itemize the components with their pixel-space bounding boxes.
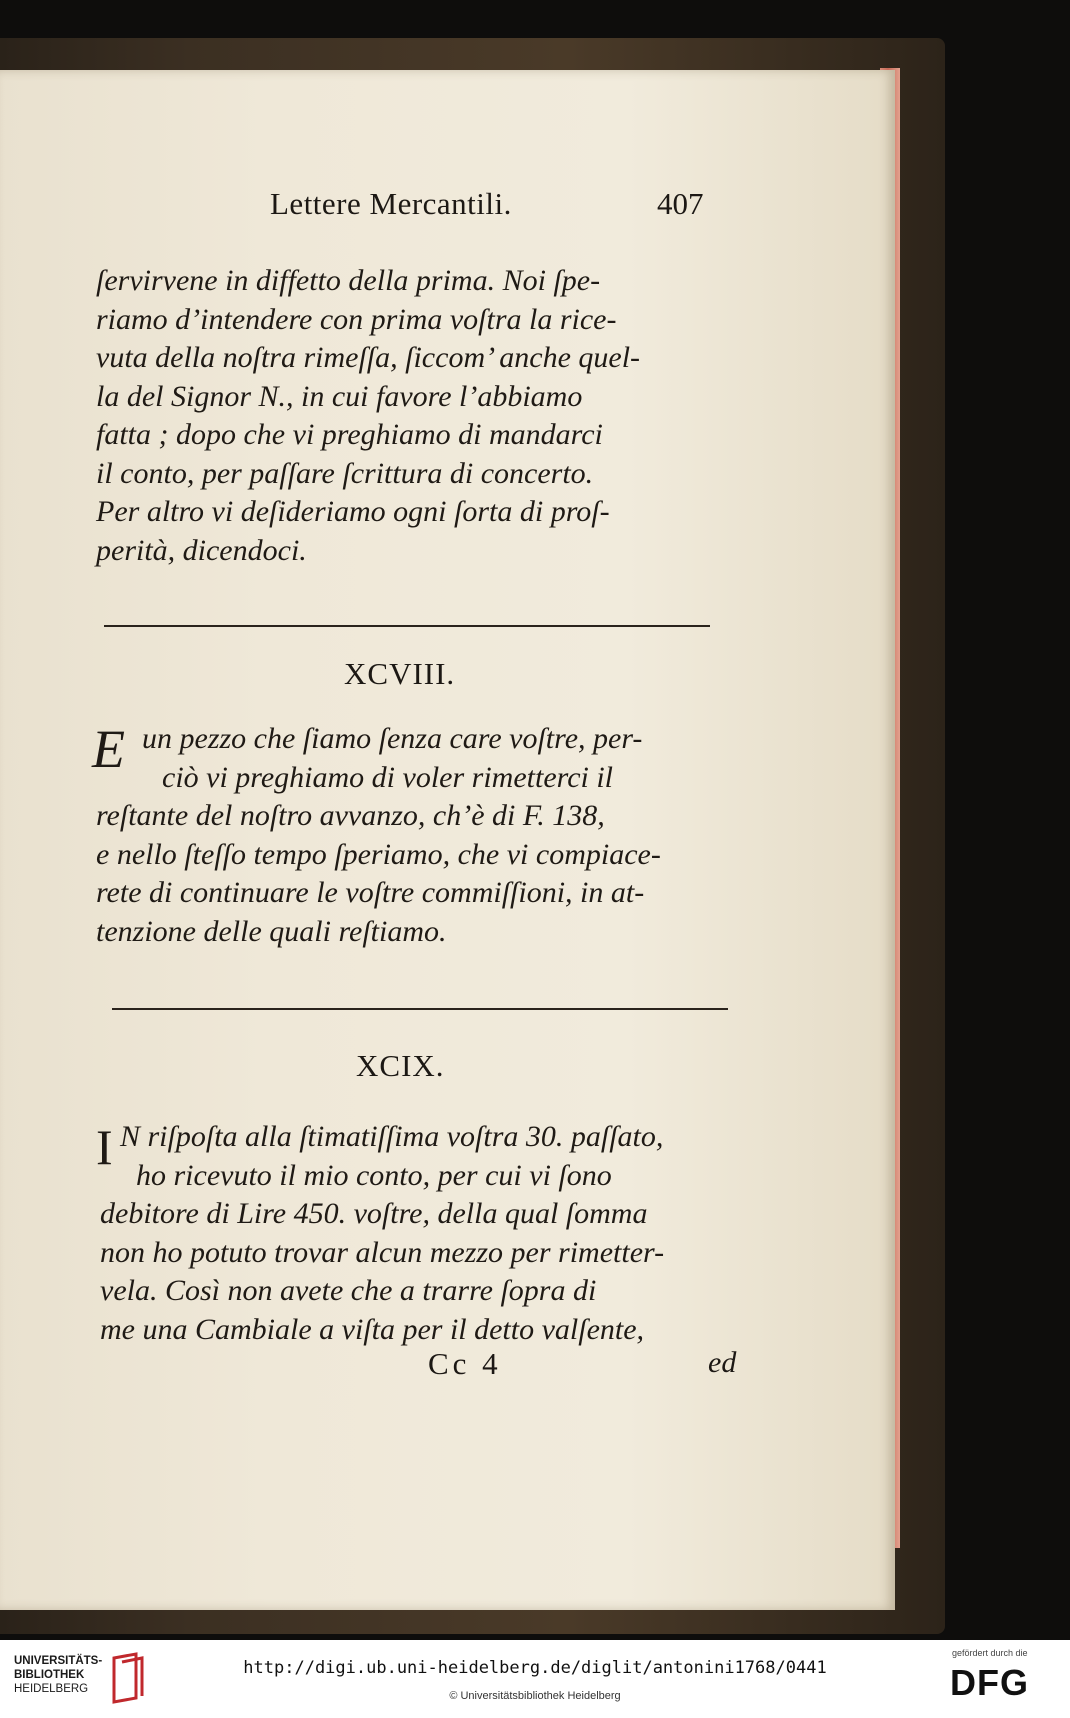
library-line: UNIVERSITÄTS- <box>14 1655 103 1667</box>
page-header <box>0 186 895 226</box>
text-line: vuta della noſtra rimeſſa, ſiccom’ anche quel- <box>96 341 641 374</box>
text-line: un pezzo che ſiamo ſenza care voſtre, per- <box>142 722 643 755</box>
footer-bar <box>0 1640 1070 1718</box>
section-divider <box>112 1008 728 1010</box>
section-title-99: XCIX. <box>356 1048 445 1083</box>
text-line: non ho potuto trovar alcun mezzo per rimetter- <box>100 1235 665 1269</box>
library-line: HEIDELBERG <box>14 1683 89 1695</box>
text-line: rete di continuare le voſtre commiſſioni, in at- <box>96 876 645 909</box>
text-line: il conto, per paſſare ſcrittura di concerto. <box>96 456 594 490</box>
section-divider <box>104 625 710 627</box>
text-line: vela. Così non avete che a trarre ſopra di <box>100 1274 597 1307</box>
section-title-98: XCVIII. <box>344 656 456 691</box>
dfg-logo: DFG <box>950 1662 1029 1703</box>
text-line: fatta ; dopo che vi preghiamo di mandarci <box>96 418 603 451</box>
text-line: N riſpoſta alla ſtimatiſſima voſtra 30. paſſato, <box>120 1120 664 1153</box>
paragraph-98 <box>96 720 661 951</box>
text-line: reſtante del noſtro avvanzo, ch’è di F. 138, <box>96 799 605 832</box>
text-line: perità, dicendoci. <box>96 533 307 567</box>
text-line: ſervirvene in diffetto della prima. Noi ſpe- <box>96 264 601 297</box>
text-line: ciò vi preghiamo di voler rimetterci il <box>162 760 614 794</box>
text-line: riamo d’intendere con prima voſtra la rice- <box>96 302 617 336</box>
paragraph-99 <box>100 1118 664 1349</box>
text-line: debitore di Lire 450. voſtre, della qual ſomma <box>100 1197 648 1230</box>
funding-label: gefördert durch die <box>952 1648 1028 1658</box>
dropcap-99: I <box>96 1119 113 1175</box>
text-line: tenzione delle quali reſtiamo. <box>96 914 447 948</box>
catchword: ed <box>708 1346 737 1379</box>
signature-mark: Cc 4 <box>428 1346 502 1381</box>
running-head: Lettere Mercantili. <box>270 186 512 221</box>
text-line: ho ricevuto il mio conto, per cui vi ſono <box>136 1158 612 1192</box>
footer-url-link[interactable]: http://digi.ub.uni-heidelberg.de/diglit/antonini1768/0441 <box>243 1658 827 1678</box>
text-line: me una Cambiale a viſta per il detto valſente, <box>100 1312 645 1346</box>
text-line: Per altro vi deſideriamo ogni ſorta di proſ- <box>96 495 610 528</box>
footer-copyright: © Universitätsbibliothek Heidelberg <box>449 1690 621 1702</box>
text-line: e nello ſteſſo tempo ſperiamo, che vi compiace- <box>96 837 661 871</box>
text-line: la del Signor N., in cui favore l’abbiamo <box>96 379 583 413</box>
paragraph-continuation <box>96 262 640 570</box>
page-number: 407 <box>657 186 704 221</box>
library-line: BIBLIOTHEK <box>14 1669 85 1681</box>
dropcap-98: E <box>92 719 125 779</box>
